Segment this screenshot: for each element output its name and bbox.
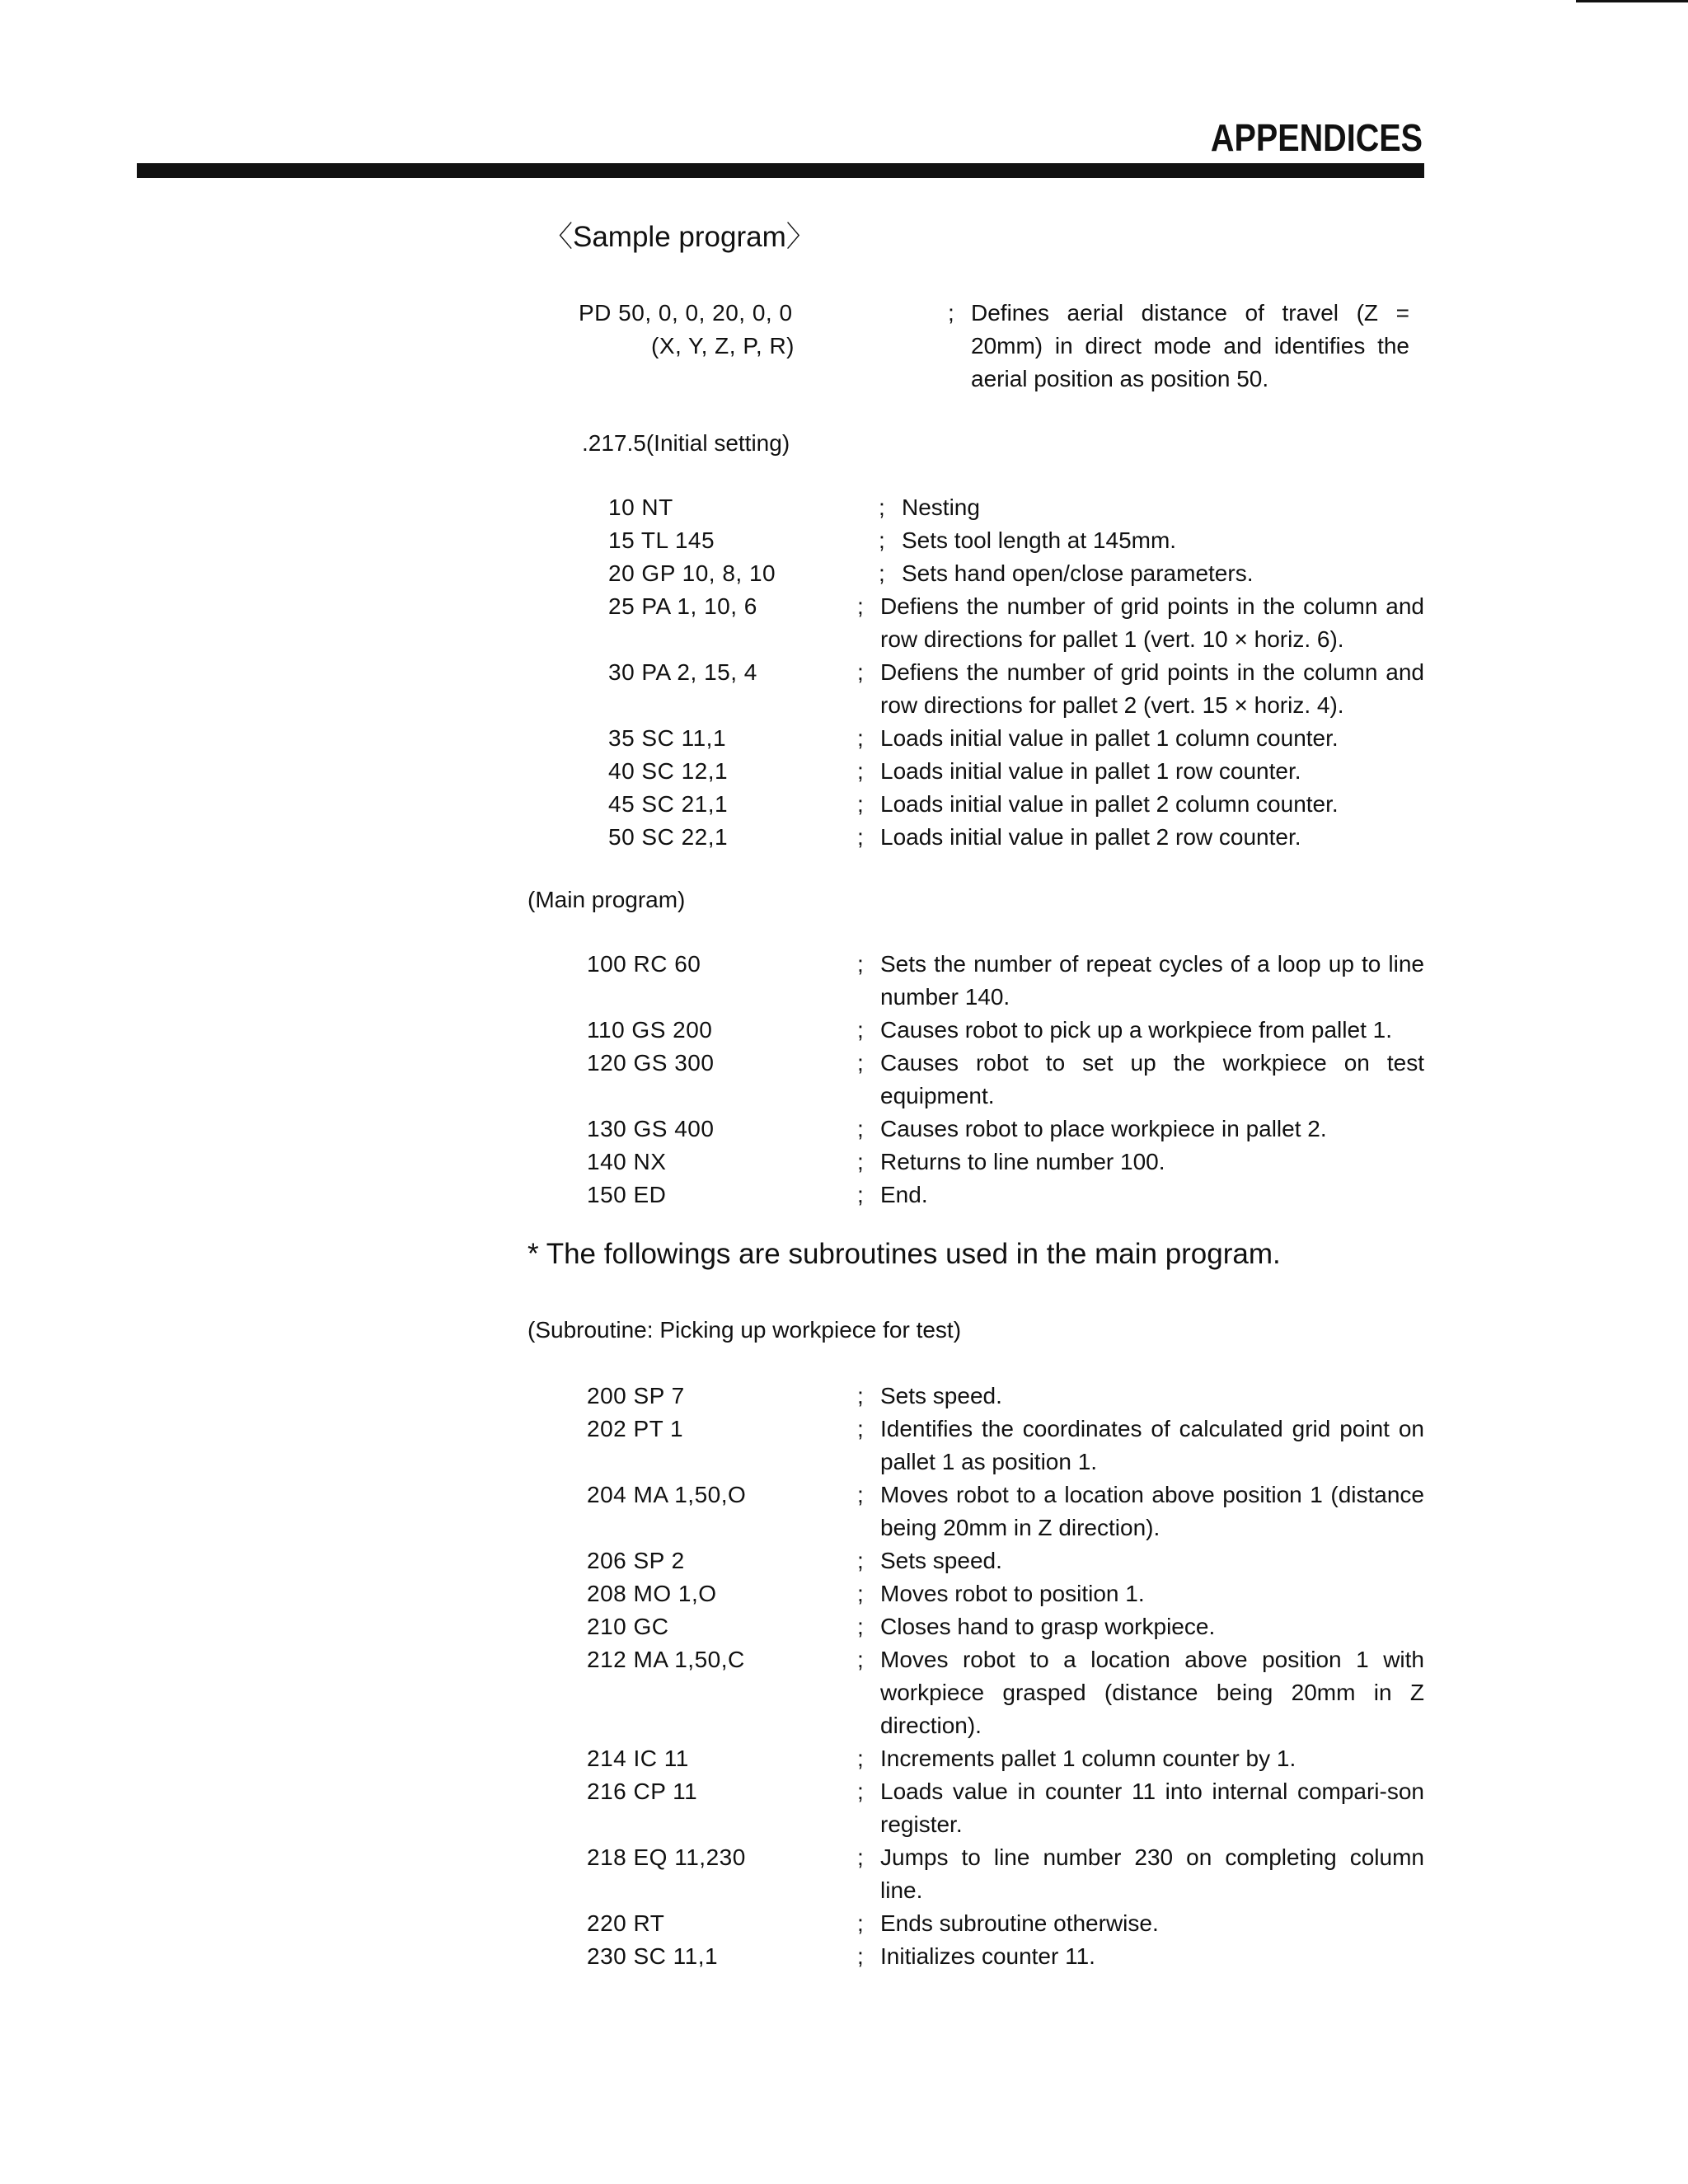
separator: ; [879,560,885,586]
header-rule [137,163,1424,178]
line-code: 214 IC 11 [587,1746,689,1771]
separator: ; [879,494,885,520]
line-code: 200 SP 7 [587,1383,685,1408]
separator: ; [857,1017,864,1043]
line-description: Causes robot to set up the workpiece on test equipment. [880,1050,1424,1108]
separator: ; [857,1548,864,1573]
separator: ; [857,824,864,850]
line-description: Loads initial value in pallet 2 column counter. [880,791,1339,817]
line-description: Sets the number of repeat cycles of a loop up to line number 140. [880,951,1424,1010]
separator: ; [857,951,864,977]
pd-description: Defines aerial distance of travel (Z = 20mm) in direct mode and identifies the aerial position as position 50. [971,300,1409,391]
line-code: 206 SP 2 [587,1548,685,1573]
line-description: Moves robot to position 1. [880,1581,1145,1606]
line-description: Sets tool length at 145mm. [902,527,1177,553]
line-code: 210 GC [587,1614,669,1639]
line-code: 25 PA 1, 10, 6 [608,593,757,619]
line-code: 100 RC 60 [587,951,701,977]
subroutines-note: * The followings are subroutines used in the main program. [528,1238,1281,1270]
line-code: 15 TL 145 [608,527,715,553]
line-description: Moves robot to a location above position 1 (distance being 20mm in Z direction). [880,1482,1424,1540]
page-header-title: APPENDICES [1210,116,1423,159]
line-description: Loads initial value in pallet 1 row counter. [880,758,1301,784]
line-code: 150 ED [587,1182,667,1207]
line-description: Defiens the number of grid points in the column and row directions for pallet 1 (vert. 10 × horiz. 6). [880,593,1424,652]
separator: ; [857,1116,864,1141]
line-code: 35 SC 11,1 [608,725,727,751]
line-description: Jumps to line number 230 on completing column line. [880,1844,1424,1903]
separator: ; [857,1943,864,1969]
line-description: Closes hand to grasp workpiece. [880,1614,1216,1639]
line-code: 50 SC 22,1 [608,824,729,850]
corner-mark [1576,0,1688,2]
separator: ; [857,1383,864,1408]
separator: ; [857,1182,864,1207]
line-description: Loads initial value in pallet 2 row counter. [880,824,1301,850]
line-code: 120 GS 300 [587,1050,715,1076]
line-description: Loads initial value in pallet 1 column counter. [880,725,1339,751]
line-description: Causes robot to place workpiece in pallet 2. [880,1116,1327,1141]
line-description: Initializes counter 11. [880,1943,1095,1969]
sample-program-heading: 〈Sample program〉 [544,221,815,253]
separator: ; [857,1910,864,1936]
line-description: Sets speed. [880,1548,1002,1573]
separator: ; [857,1614,864,1639]
line-description: Nesting [902,494,980,520]
line-code: 202 PT 1 [587,1416,684,1441]
line-code: 110 GS 200 [587,1017,713,1043]
line-description: Returns to line number 100. [880,1149,1165,1174]
line-code: 45 SC 21,1 [608,791,729,817]
line-code: 140 NX [587,1149,667,1174]
separator: ; [857,1647,864,1672]
line-description: Sets hand open/close parameters. [902,560,1254,586]
pd-command: PD 50, 0, 0, 20, 0, 0 [579,300,793,326]
line-code: 10 NT [608,494,673,520]
line-description: Defiens the number of grid points in the column and row directions for pallet 2 (vert. 15 × horiz. 4). [880,659,1424,718]
separator: ; [857,1746,864,1771]
line-code: 212 MA 1,50,C [587,1647,745,1672]
line-description: Causes robot to pick up a workpiece from pallet 1. [880,1017,1392,1043]
line-description: Identifies the coordinates of calculated grid point on pallet 1 as position 1. [880,1416,1424,1474]
initial-setting-heading: .217.5(Initial setting) [582,430,790,456]
line-code: 130 GS 400 [587,1116,715,1141]
separator: ; [879,527,885,553]
separator: ; [857,1779,864,1804]
separator: ; [857,1844,864,1870]
separator: ; [857,1482,864,1507]
line-code: 40 SC 12,1 [608,758,729,784]
line-description: Sets speed. [880,1383,1002,1408]
separator: ; [857,791,864,817]
separator: ; [948,300,954,326]
line-description: Ends subroutine otherwise. [880,1910,1159,1936]
line-description: Moves robot to a location above position 1 with workpiece grasped (distance being 20mm in Z direction). [880,1647,1424,1738]
line-code: 218 EQ 11,230 [587,1844,746,1870]
line-description: Loads value in counter 11 into internal compari-son register. [880,1779,1424,1837]
line-code: 220 RT [587,1910,665,1936]
separator: ; [857,725,864,751]
separator: ; [857,1581,864,1606]
main-program-heading: (Main program) [528,887,686,912]
separator: ; [857,593,864,619]
line-code: 230 SC 11,1 [587,1943,719,1969]
line-description: Increments pallet 1 column counter by 1. [880,1746,1296,1771]
subroutine-heading: (Subroutine: Picking up workpiece for test) [528,1317,962,1343]
line-description: End. [880,1182,928,1207]
separator: ; [857,1416,864,1441]
pd-axis-labels: (X, Y, Z, P, R) [651,333,795,359]
separator: ; [857,1149,864,1174]
line-code: 204 MA 1,50,O [587,1482,747,1507]
separator: ; [857,758,864,784]
line-code: 20 GP 10, 8, 10 [608,560,776,586]
line-code: 30 PA 2, 15, 4 [608,659,757,685]
separator: ; [857,1050,864,1076]
separator: ; [857,659,864,685]
line-code: 216 CP 11 [587,1779,698,1804]
line-code: 208 MO 1,O [587,1581,717,1606]
